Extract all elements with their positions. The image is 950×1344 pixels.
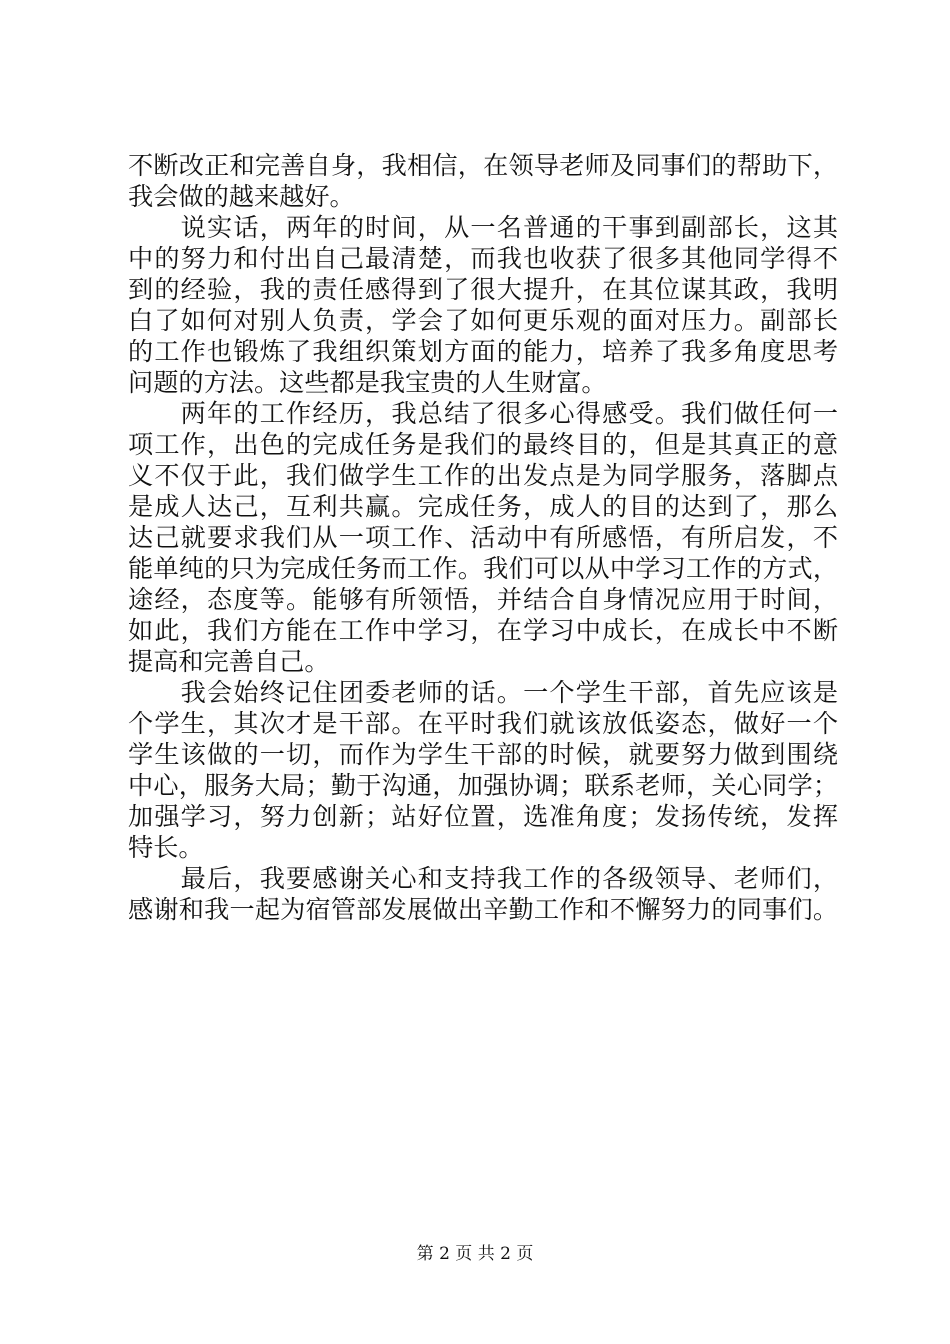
text-line: 问题的方法。这些都是我宝贵的人生财富。 bbox=[128, 368, 607, 397]
page-number-footer: 第 2 页 共 2 页 bbox=[416, 1244, 534, 1264]
document-body bbox=[128, 150, 838, 925]
text-line: 义不仅于此，我们做学生工作的出发点是为同学服务，落脚点 bbox=[128, 461, 838, 490]
text-line: 的工作也锻炼了我组织策划方面的能力，培养了我多角度思考 bbox=[128, 337, 838, 366]
text-line: 白了如何对别人负责，学会了如何更乐观的面对压力。副部长 bbox=[128, 306, 838, 335]
text-line: 不断改正和完善自身，我相信，在领导老师及同事们的帮助下， bbox=[128, 151, 838, 180]
text-line: 中的努力和付出自己最清楚，而我也收获了很多其他同学得不 bbox=[128, 244, 838, 273]
text-line: 提高和完善自己。 bbox=[128, 647, 330, 676]
text-line: 我会做的越来越好。 bbox=[128, 182, 355, 211]
text-line: 学生该做的一切，而作为学生干部的时候，就要努力做到围绕 bbox=[128, 740, 838, 769]
text-line: 个学生，其次才是干部。在平时我们就该放低姿态，做好一个 bbox=[128, 709, 838, 738]
text-line: 如此，我们方能在工作中学习，在学习中成长，在成长中不断 bbox=[128, 616, 838, 645]
text-line: 两年的工作经历，我总结了很多心得感受。我们做任何一 bbox=[128, 399, 838, 428]
text-line: 能单纯的只为完成任务而工作。我们可以从中学习工作的方式， bbox=[128, 554, 838, 583]
text-line: 特长。 bbox=[128, 833, 204, 862]
text-line: 加强学习，努力创新；站好位置，选准角度；发扬传统，发挥 bbox=[128, 802, 838, 831]
text-line: 到的经验，我的责任感得到了很大提升，在其位谋其政，我明 bbox=[128, 275, 838, 304]
text-line: 我会始终记住团委老师的话。一个学生干部，首先应该是 bbox=[128, 678, 838, 707]
text-line: 项工作，出色的完成任务是我们的最终目的，但是其真正的意 bbox=[128, 430, 838, 459]
text-line: 说实话，两年的时间，从一名普通的干事到副部长，这其 bbox=[128, 213, 838, 242]
text-line: 最后，我要感谢关心和支持我工作的各级领导、老师们， bbox=[128, 864, 838, 893]
text-line: 中心，服务大局；勤于沟通，加强协调；联系老师，关心同学； bbox=[128, 771, 838, 800]
text-line: 感谢和我一起为宿管部发展做出辛勤工作和不懈努力的同事们。 bbox=[128, 895, 838, 924]
text-line: 达己就要求我们从一项工作、活动中有所感悟，有所启发，不 bbox=[128, 523, 838, 552]
text-line: 途经，态度等。能够有所领悟，并结合自身情况应用于时间， bbox=[128, 585, 838, 614]
text-line: 是成人达己，互利共赢。完成任务，成人的目的达到了，那么 bbox=[128, 492, 838, 521]
